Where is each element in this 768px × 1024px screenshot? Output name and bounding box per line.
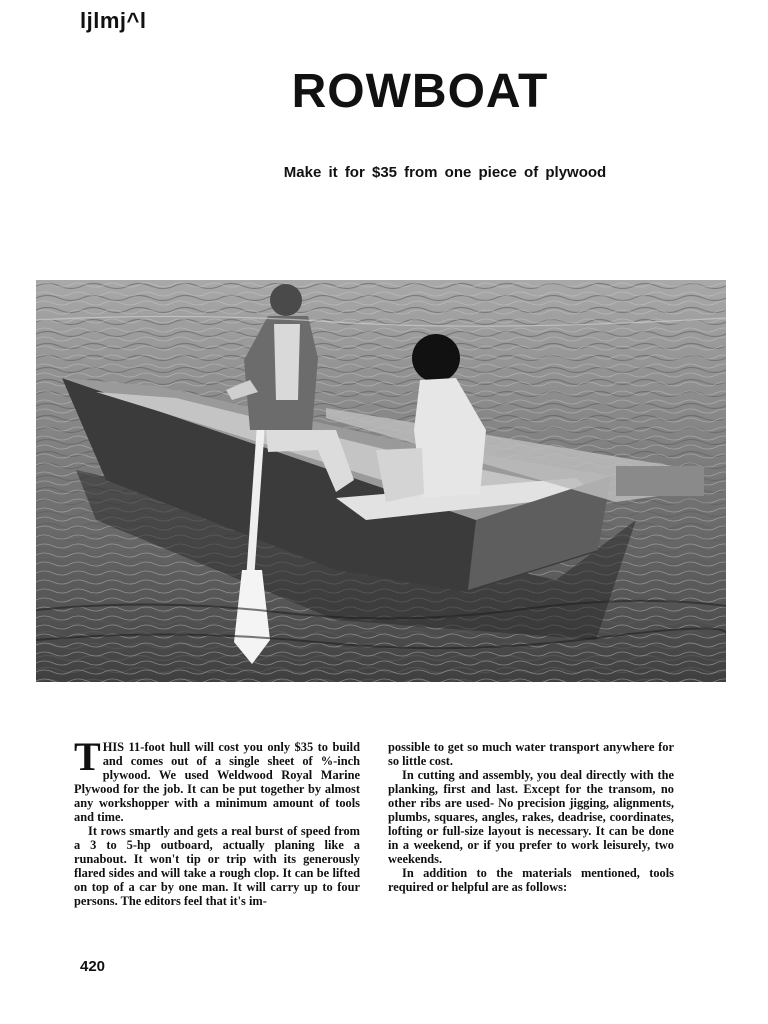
- article-paragraph: In cutting and assembly, you deal directly with the planking, first and last. Except for the transom, no other ribs are used- No precision jigging, alignments, plumbs, squares, angles, rakes, deadrise, coordinates, lofting or full-size layout is necessary. It can be done in a weekend, or if you prefer to work leisurely, two weekends.: [388, 768, 674, 866]
- article-paragraph: In addition to the materials mentioned, tools required or helpful are as follows:: [388, 866, 674, 894]
- rowboat-photo-illustration: [36, 280, 726, 682]
- page-number: 420: [80, 958, 106, 975]
- article-column-right: [388, 740, 674, 894]
- article-column-left: [74, 734, 360, 908]
- article-title: ROWBOAT: [291, 65, 549, 118]
- article-subtitle: Make it for $35 from one piece of plywood: [283, 164, 607, 181]
- drop-cap: T: [74, 734, 101, 779]
- rowboat-photo: [36, 280, 726, 682]
- running-head: ljlmj^l: [80, 8, 147, 33]
- article-paragraph: [74, 734, 360, 824]
- article-paragraph: It rows smartly and gets a real burst of speed from a 3 to 5-hp outboard, actually planing like a runabout. It won't tip or trip with its generously flared sides and will take a rough clop. It can be lifted on top of a car by one man. It will carry up to four persons. The editors feel that it's im-: [74, 824, 360, 908]
- paragraph-text: HIS 11-foot hull will cost you only $35 to build and comes out of a single sheet of %-inch plywood. We used Weldwood Royal Marine Plywood for the job. It can be put together by almost any workshopper with a minimum amount of tools and time.: [74, 740, 360, 824]
- article-paragraph: possible to get so much water transport anywhere for so little cost.: [388, 740, 674, 768]
